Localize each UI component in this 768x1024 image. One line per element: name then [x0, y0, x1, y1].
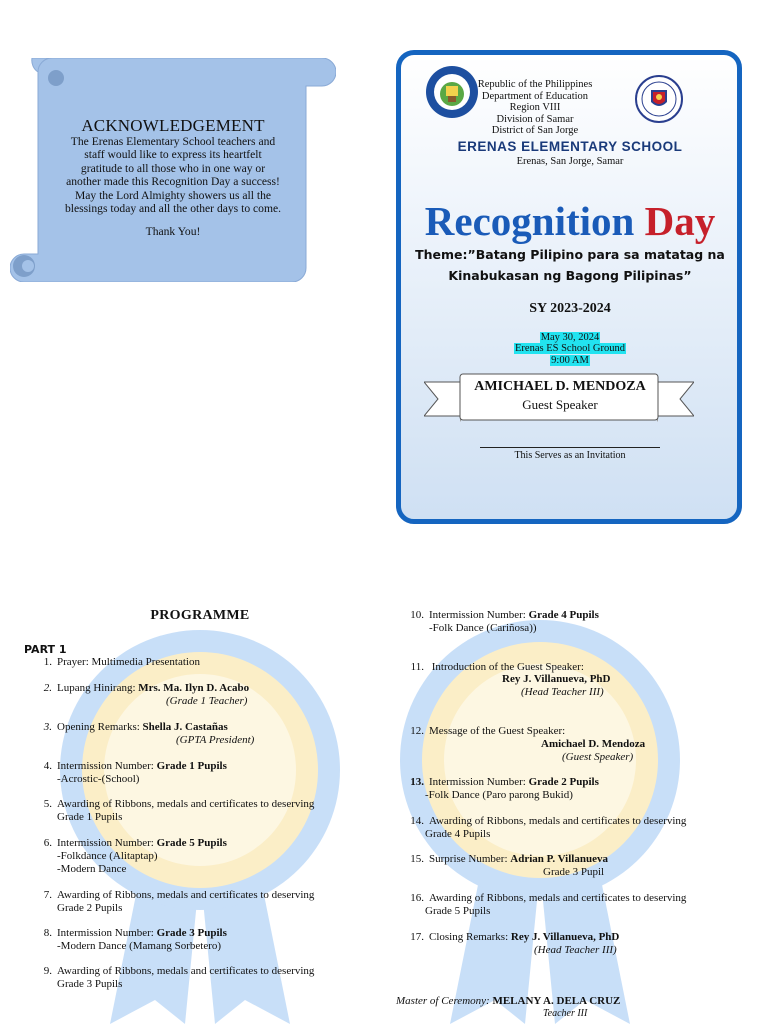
school-year: SY 2023-2024 [529, 301, 611, 316]
programme-item-9: 9. Awarding of Ribbons, medals and certificates to deserving [43, 965, 315, 977]
signature-line [480, 447, 660, 448]
school-address: Erenas, San Jorge, Samar [516, 156, 624, 167]
part-label: PART 1 [24, 643, 67, 656]
programme-item-10: 10. Intermission Number: Grade 4 Pupils [410, 609, 599, 621]
programme-item-12: 12. Message of the Guest Speaker: [410, 725, 566, 737]
programme-item-6: 6. Intermission Number: Grade 5 Pupils [43, 837, 227, 849]
programme-item-11-sub: (Head Teacher III) [521, 686, 604, 698]
programme-item-1: 1. Prayer: Multimedia Presentation [43, 656, 200, 668]
programme-item-2-sub: (Grade 1 Teacher) [166, 695, 248, 707]
programme-item-3-sub: (GPTA President) [176, 734, 255, 746]
programme-item-13-sub: -Folk Dance (Paro parong Bukid) [425, 789, 573, 801]
master-of-ceremony-role: Teacher III [543, 1008, 588, 1019]
event-venue: Erenas ES School Ground [515, 343, 625, 354]
programme-item-5-sub: Grade 1 Pupils [57, 811, 123, 823]
programme-item-12-name: Amichael D. Mendoza [541, 738, 646, 750]
programme-item-8-sub: -Modern Dance (Mamang Sorbetero) [57, 940, 222, 952]
programme-item-14-sub: Grade 4 Pupils [425, 828, 491, 840]
programme-item-8: 8. Intermission Number: Grade 3 Pupils [43, 927, 227, 939]
acknowledgement-text: The Erenas Elementary School teachers and staff would like to express its heartfelt gratitude to all those who in one way or another made this Recognition Day a success! May the Lord Almighty showers us all the blessings today and all the other days to come. [64, 135, 282, 216]
programme-item-4-sub: -Acrostic-(School) [57, 773, 140, 785]
programme-item-5: 5. Awarding of Ribbons, medals and certificates to deserving [43, 798, 315, 810]
programme-item-11-name: Rey J. Villanueva, PhD [502, 673, 611, 685]
programme-item-17-sub: (Head Teacher III) [534, 944, 617, 956]
programme-title: PROGRAMME [150, 608, 250, 623]
event-theme: Theme:”Batang Pilipino para sa matatag na Kinabukasan ng Bagong Pilipinas” [415, 247, 725, 283]
programme-item-16-sub: Grade 5 Pupils [425, 905, 491, 917]
thank-you-text: Thank You! [145, 225, 201, 238]
programme-item-11: 11. Introduction of the Guest Speaker: [410, 661, 584, 673]
event-date: May 30, 2024 [540, 332, 600, 343]
programme-item-9-sub: Grade 3 Pupils [57, 978, 123, 990]
school-name: ERENAS ELEMENTARY SCHOOL [457, 139, 683, 154]
programme-item-7: 7. Awarding of Ribbons, medals and certificates to deserving [43, 889, 315, 901]
programme-item-17: 17. Closing Remarks: Rey J. Villanueva, PhD [410, 931, 620, 943]
programme-item-13: 13. Intermission Number: Grade 2 Pupils [410, 776, 599, 788]
programme-item-6-sub: -Folkdance (Alitaptap) [57, 850, 158, 862]
header-text: Republic of the Philippines Department of Education Region VIII Division of Samar District of San Jorge [477, 79, 593, 137]
programme-item-2: 2. Lupang Hinirang: Mrs. Ma. Ilyn D. Acabo [43, 682, 250, 694]
programme-item-6-sub2: -Modern Dance [57, 863, 127, 875]
programme-item-7-sub: Grade 2 Pupils [57, 902, 123, 914]
programme-item-4: 4. Intermission Number: Grade 1 Pupils [43, 760, 227, 772]
programme-item-15: 15. Surprise Number: Adrian P. Villanueva [410, 853, 608, 865]
programme-item-12-sub: (Guest Speaker) [562, 751, 634, 763]
acknowledgement-title: ACKNOWLEDGEMENT [81, 116, 265, 135]
programme-item-14: 14. Awarding of Ribbons, medals and certificates to deserving [410, 815, 687, 827]
guest-speaker-name: AMICHAEL D. MENDOZA [474, 379, 646, 394]
guest-speaker-role: Guest Speaker [522, 397, 598, 412]
programme-item-10-sub: -Folk Dance (Cariñosa)) [429, 622, 537, 634]
programme-item-15-sub: Grade 3 Pupil [543, 866, 605, 878]
master-of-ceremony: Master of Ceremony: MELANY A. DELA CRUZ [396, 995, 621, 1007]
invitation-note: This Serves as an Invitation [514, 450, 626, 461]
event-title: Recognition Day [424, 198, 716, 244]
event-time: 9:00 AM [551, 355, 589, 366]
programme-item-3: 3. Opening Remarks: Shella J. Castañas [43, 721, 228, 733]
programme-item-16: 16. Awarding of Ribbons, medals and certificates to deserving [410, 892, 687, 904]
